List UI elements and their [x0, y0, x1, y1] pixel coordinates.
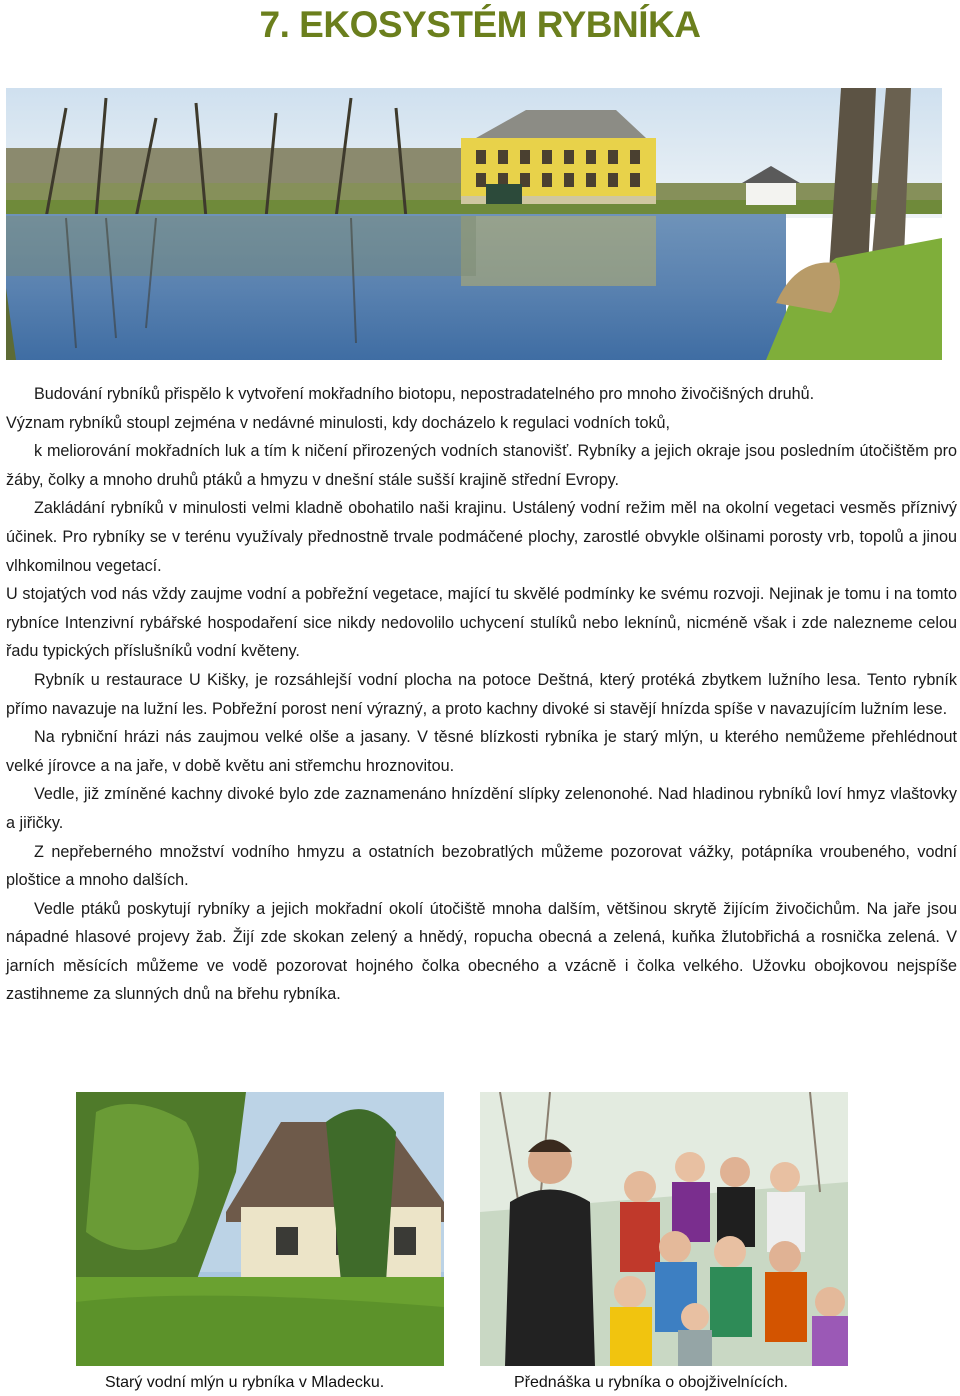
paragraph: U stojatých vod nás vždy zaujme vodní a pobřežní vegetace, mající tu skvělé podmínky ke svému rozvoji. Nejinak je tomu i na tomto rybníce Intenzivní rybářské hospodaření sice nikdy nedovolilo uchycení stulíků nebo leknínů, nicméně však i zde nalezneme celou řadu typických příslušníků vodní květeny. — [6, 585, 957, 661]
paragraph: Z nepřeberného množství vodního hmyzu a ostatních bezobratlých můžeme pozorovat vážky, potápníka vroubeného, vodní ploštice a mnoho dalších. — [6, 842, 957, 890]
pond-photo — [6, 88, 942, 360]
paragraph: Vedle ptáků poskytují rybníky a jejich mokřadní okolí útočiště mnoha dalším, většinou skrytě žijícím živočichům. Na jaře jsou nápadné hlasové projevy žab. Žijí zde skokan zelený a hnědý, ropucha obecná a zelená, kuňka žlutobřichá a rosnička zelená. V jarních měsících můžeme ve vodě pozorovat hojného čolka obecného a vzácně i čolka velkého. Užovku obojkovou nejspíše zastihneme za slunných dnů na břehu rybníka. — [6, 899, 957, 1004]
paragraph: Budování rybníků přispělo k vytvoření mokřadního biotopu, nepostradatelného pro mnoho živočišných druhů. — [34, 385, 815, 403]
lecture-photo — [480, 1092, 848, 1366]
paragraph: Význam rybníků stoupl zejména v nedávné minulosti, kdy docházelo k regulaci vodních toků, — [6, 413, 671, 432]
mill-photo — [76, 1092, 444, 1366]
page-title: 7. EKOSYSTÉM RYBNÍKA — [259, 4, 701, 45]
paragraph: Rybník u restaurace U Kišky, je rozsáhlejší vodní plocha na potoce Deštná, který protéká zbytkem lužního lesa. Tento rybník přímo navazuje na lužní les. Pobřežní porost není výrazný, a proto kachny divoké si stavějí hnízda spíše v navazujícím lužním lese. — [6, 670, 957, 718]
paragraph: k meliorování mokřadních luk a tím k ničení přirozených vodních stanovišť. Rybníky a jejich okraje jsou posledním útočištěm pro žáby, čolky a mnoho druhů ptáků a hmyzu v dnešní stále sušší krajině střední Evropy. — [6, 442, 957, 489]
article-body — [6, 380, 957, 1009]
paragraph: Vedle, již zmíněné kachny divoké bylo zde zaznamenáno hnízdění slípky zelenonohé. Nad hladinou rybníků loví hmyz vlaštovky a jiřičky. — [6, 785, 957, 832]
lecture-caption: Přednáška u rybníka o obojživelnících. — [514, 1374, 788, 1391]
paragraph: Na rybniční hrázi nás zaujmou velké olše a jasany. V těsné blízkosti rybníka je starý mlýn, u kterého nemůžeme přehlédnout velké jírovce a na jaře, v době květu ani střemchu hroznovitou. — [6, 728, 957, 775]
mill-caption: Starý vodní mlýn u rybníka v Mladecku. — [105, 1374, 385, 1391]
paragraph: Zakládání rybníků v minulosti velmi kladně obohatilo naši krajinu. Ustálený vodní režim měl na okolní vegetaci vesměs příznivý účinek. Pro rybníky se v terénu využívaly přednostně trvale podmáčené plochy, zarostlé obvykle olšinami porosty vrb, topolů a jinou vlhkomilnou vegetací. — [6, 499, 957, 575]
